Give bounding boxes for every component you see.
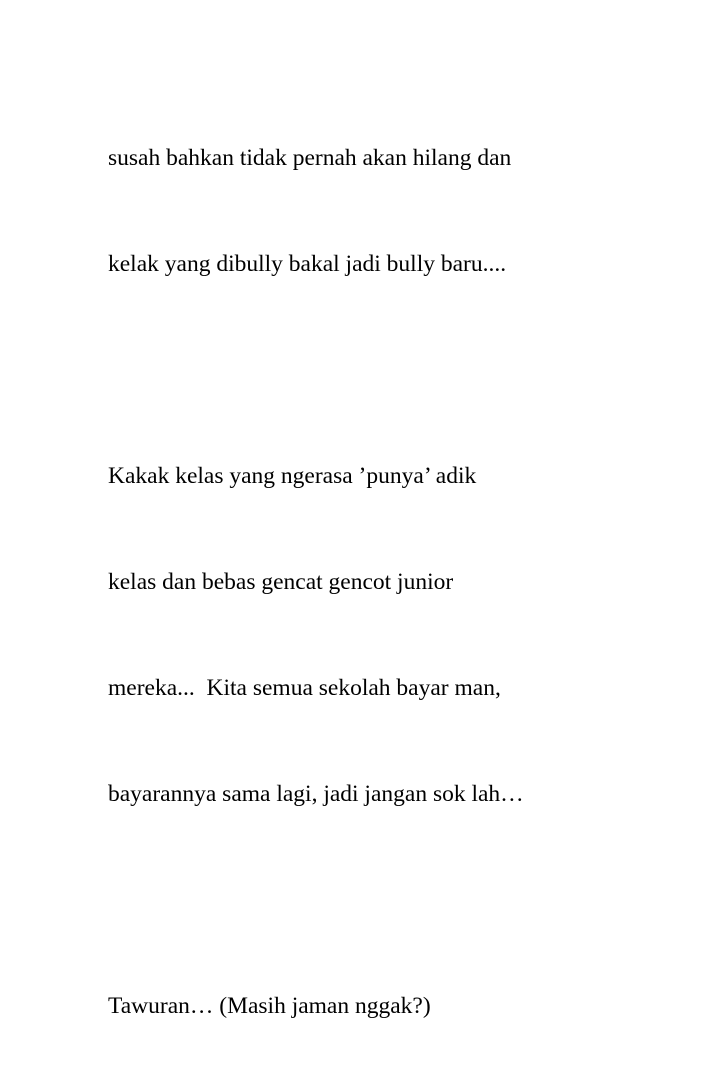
document-body (108, 84, 708, 1092)
text-line: mereka... Kita semua sekolah bayar man, (108, 675, 501, 701)
text-line: susah bahkan tidak pernah akan hilang dan (108, 145, 512, 171)
text-line: kelas dan bebas gencat gencot junior (108, 569, 454, 595)
text-line: bayarannya sama lagi, jadi jangan sok lah… (108, 781, 524, 807)
paragraph-gap (108, 880, 708, 932)
text-line: Tawuran… (Masih jaman nggak?) (108, 993, 431, 1019)
text-line: Kakak kelas yang ngerasa ’punya’ adik (108, 463, 477, 489)
paragraph-gap (108, 350, 708, 402)
text-line: kelak yang dibully bakal jadi bully baru.... (108, 251, 507, 277)
